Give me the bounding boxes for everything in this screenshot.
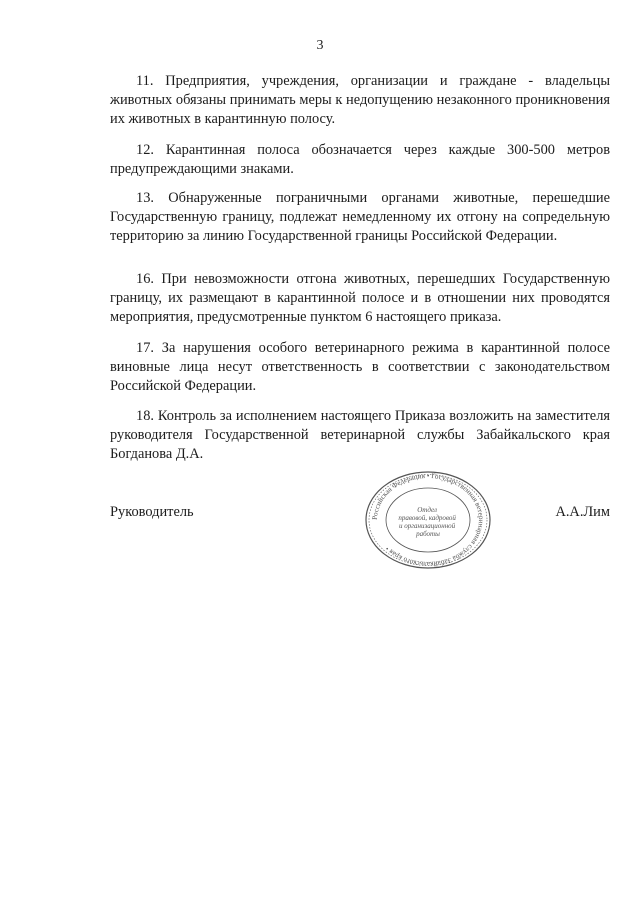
paragraph-18: 18. Контроль за исполнением настоящего Приказа возложить на заместителя руководителя Государственной ветеринарной службы Забайкальского края Богданова Д.А. (110, 408, 610, 462)
signatory-position: Руководитель (110, 504, 194, 520)
paragraph-17: 17. За нарушения особого ветеринарного режима в карантинной полосе виновные лица несут ответственность в соответствии с законодательством Российской Федерации. (110, 340, 610, 394)
paragraph-12: 12. Карантинная полоса обозначается через каждые 300-500 метров предупреждающими знаками. (110, 142, 610, 177)
stamp-ring-text: Российская Федерация • Государственная ветеринарная служба Забайкальского края • (370, 471, 486, 569)
stamp-inner-text: Отдел правовой, кадровой и организационной работы (398, 506, 456, 538)
official-stamp (363, 470, 493, 570)
signatory-name: А.А.Лим (555, 504, 610, 520)
paragraph-13: 13. Обнаруженные пограничными органами животные, перешедшие Государственную границу, подлежат немедленному их отгону на сопредельную территорию за линию Государственной границы Российской Федерации. (110, 190, 610, 244)
paragraph-16: 16. При невозможности отгона животных, перешедших Государственную границу, их размещают в карантинной полосе и в отношении них проводятся мероприятия, предусмотренные пунктом 6 настоящего приказа. (110, 271, 610, 325)
page-number: 3 (316, 38, 324, 53)
paragraph-11: 11. Предприятия, учреждения, организации и граждане - владельцы животных обязаны принимать меры к недопущению незаконного проникновения их животных в карантинную полосу. (110, 73, 610, 127)
signature-block (0, 504, 640, 534)
